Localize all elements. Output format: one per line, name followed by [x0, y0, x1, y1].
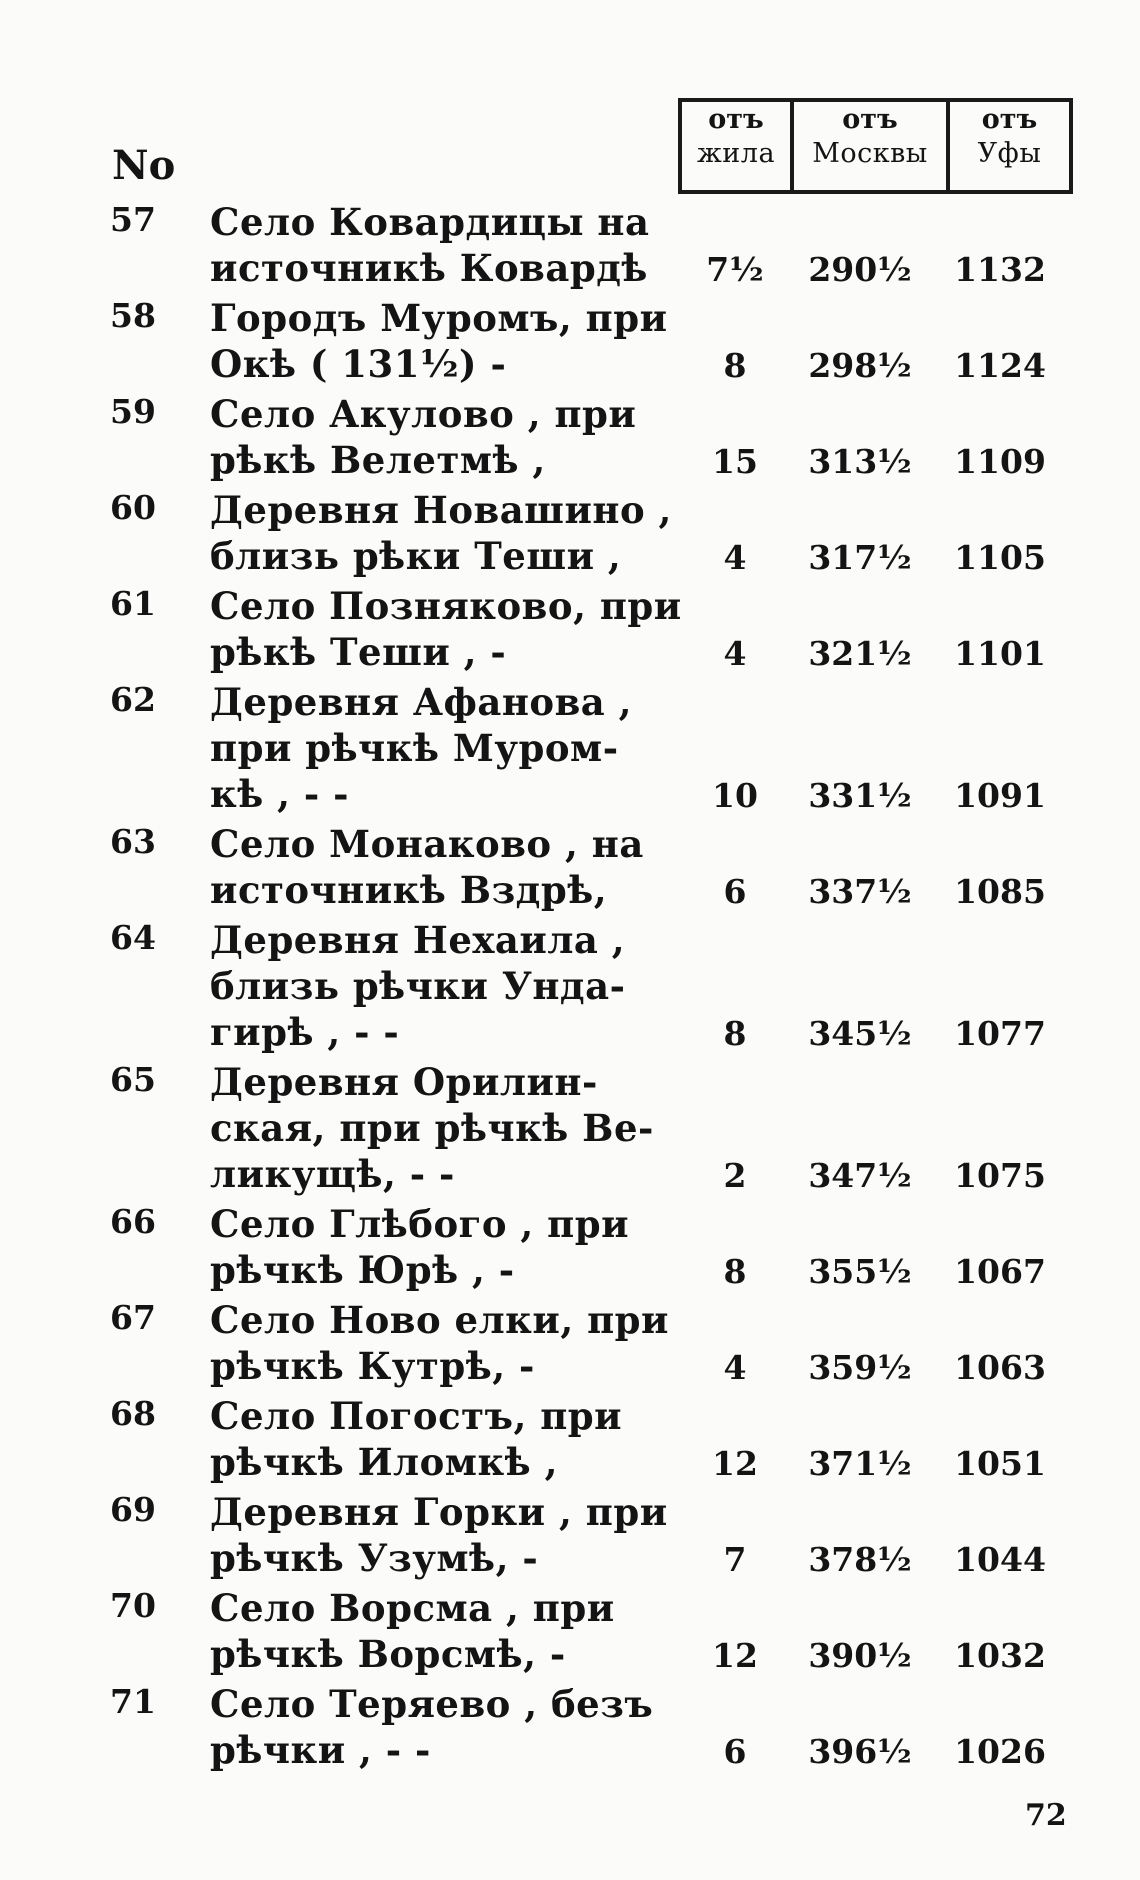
distance-from-previous: 8	[723, 1252, 747, 1291]
entry-number: 62	[110, 680, 156, 719]
header-from-ufa-bottom: Уфы	[977, 138, 1042, 170]
distance-from-moscow: 331½	[808, 776, 912, 815]
header-from-previous-bottom: жила	[696, 138, 776, 170]
header-from-ufa-top: отъ	[981, 104, 1038, 135]
place-description-line: Городъ Муромъ, при	[210, 296, 668, 340]
place-description-line: Село Монаково , на	[210, 822, 644, 866]
distance-from-ufa: 1051	[954, 1444, 1046, 1483]
distance-from-moscow: 345½	[808, 1014, 912, 1053]
distance-from-moscow: 317½	[808, 538, 912, 577]
entry-number: 63	[110, 822, 156, 861]
distance-from-moscow: 337½	[808, 872, 912, 911]
distance-from-previous: 7	[723, 1540, 747, 1579]
distance-from-moscow: 347½	[808, 1156, 912, 1195]
distance-from-previous: 10	[712, 776, 758, 815]
place-description-line: Село Ворсма , при	[210, 1586, 615, 1630]
distance-from-previous: 4	[723, 634, 747, 673]
distance-from-ufa: 1101	[954, 634, 1046, 673]
place-description-line: ская, при рѣчкѣ Ве-	[210, 1106, 654, 1150]
place-description-line: Село Ново елки, при	[210, 1298, 669, 1342]
distance-from-previous: 8	[723, 346, 747, 385]
place-description-line: Деревня Новашино ,	[210, 488, 672, 532]
distance-from-ufa: 1026	[954, 1732, 1046, 1771]
place-description-line: рѣчкѣ Кутрѣ, -	[210, 1344, 535, 1388]
place-description-line: кѣ , - -	[210, 772, 349, 816]
place-description-line: Село Позняково, при	[210, 584, 682, 628]
place-description-line: источникѣ Ковардѣ	[210, 246, 648, 290]
distance-from-moscow: 290½	[808, 250, 912, 289]
place-description-line: рѣчки , - -	[210, 1728, 431, 1772]
distance-from-ufa: 1075	[954, 1156, 1046, 1195]
distance-from-ufa: 1109	[954, 442, 1046, 481]
header-from-ufa	[950, 106, 1069, 169]
page-number: 72	[1025, 1798, 1067, 1833]
distance-from-moscow: 378½	[808, 1540, 912, 1579]
distance-from-ufa: 1091	[954, 776, 1046, 815]
table-row	[0, 1060, 1140, 1198]
table-row	[0, 392, 1140, 484]
distance-column-headers	[678, 98, 1073, 194]
entry-number: 59	[110, 392, 156, 431]
place-description-line: Деревня Горки , при	[210, 1490, 668, 1534]
header-from-previous	[682, 106, 790, 169]
entry-number: 58	[110, 296, 156, 335]
distance-from-ufa: 1063	[954, 1348, 1046, 1387]
header-from-moscow-top: отъ	[842, 104, 898, 135]
table-row	[0, 200, 1140, 292]
table-row	[0, 1490, 1140, 1582]
table-row	[0, 1202, 1140, 1294]
place-description-line: рѣкѣ Велетмѣ ,	[210, 438, 546, 482]
place-description-line: рѣчкѣ Узумѣ, -	[210, 1536, 539, 1580]
distance-from-ufa: 1077	[954, 1014, 1046, 1053]
place-description-line: рѣчкѣ Юрѣ , -	[210, 1248, 515, 1292]
table-row	[0, 488, 1140, 580]
place-description-line: Деревня Афанова ,	[210, 680, 633, 724]
distance-from-previous: 6	[723, 1732, 747, 1771]
entry-number: 71	[110, 1682, 156, 1721]
entry-number: 61	[110, 584, 156, 623]
distance-from-previous: 2	[723, 1156, 747, 1195]
entry-number: 70	[110, 1586, 156, 1625]
table-row	[0, 1298, 1140, 1390]
header-divider	[1069, 98, 1073, 194]
header-from-previous-top: отъ	[708, 104, 764, 135]
place-description-line: Село Глѣбого , при	[210, 1202, 630, 1246]
distance-from-ufa: 1067	[954, 1252, 1046, 1291]
distance-from-moscow: 371½	[808, 1444, 912, 1483]
place-description-line: Село Погостъ, при	[210, 1394, 623, 1438]
place-description-line: гирѣ , - -	[210, 1010, 400, 1054]
table-row	[0, 680, 1140, 818]
place-description-line: источникѣ Вздрѣ,	[210, 868, 608, 912]
place-description-line: Деревня Нехаила ,	[210, 918, 626, 962]
place-description-line: рѣкѣ Теши , -	[210, 630, 507, 674]
distance-from-moscow: 396½	[808, 1732, 912, 1771]
place-description-line: Окѣ ( 131½) -	[210, 342, 507, 386]
place-description-line: Деревня Орилин-	[210, 1060, 598, 1104]
number-column-header: No	[112, 142, 176, 189]
table-row	[0, 918, 1140, 1056]
table-row	[0, 296, 1140, 388]
place-description-line: Село Ковардицы на	[210, 200, 650, 244]
entry-number: 64	[110, 918, 156, 957]
entry-number: 65	[110, 1060, 156, 1099]
place-description-line: рѣчкѣ Ворсмѣ, -	[210, 1632, 566, 1676]
distance-from-previous: 7½	[706, 250, 764, 289]
table-row	[0, 1586, 1140, 1678]
distance-from-previous: 6	[723, 872, 747, 911]
table-row	[0, 1682, 1140, 1774]
place-description-line: близь рѣки Теши ,	[210, 534, 622, 578]
distance-from-previous: 12	[712, 1636, 758, 1675]
entry-number: 66	[110, 1202, 156, 1241]
place-description-line: рѣчкѣ Иломкѣ ,	[210, 1440, 558, 1484]
place-description-line: ликущѣ, - -	[210, 1152, 455, 1196]
entry-number: 69	[110, 1490, 156, 1529]
place-description-line: близь рѣчки Унда-	[210, 964, 626, 1008]
distance-from-ufa: 1132	[954, 250, 1046, 289]
distance-from-moscow: 355½	[808, 1252, 912, 1291]
entry-number: 57	[110, 200, 156, 239]
distance-from-previous: 12	[712, 1444, 758, 1483]
distance-from-ufa: 1085	[954, 872, 1046, 911]
table-row	[0, 584, 1140, 676]
place-description-line: Село Акулово , при	[210, 392, 637, 436]
distance-from-moscow: 298½	[808, 346, 912, 385]
header-from-moscow	[794, 106, 946, 169]
distance-from-ufa: 1124	[954, 346, 1046, 385]
entry-number: 67	[110, 1298, 156, 1337]
place-description-line: Село Теряево , безъ	[210, 1682, 654, 1726]
entry-number: 68	[110, 1394, 156, 1433]
distance-from-moscow: 321½	[808, 634, 912, 673]
distance-from-ufa: 1105	[954, 538, 1046, 577]
place-description-line: при рѣчкѣ Муром-	[210, 726, 619, 770]
header-bottom-rule	[678, 190, 1073, 194]
header-top-rule	[678, 98, 1073, 102]
distance-from-moscow: 390½	[808, 1636, 912, 1675]
distance-from-previous: 15	[712, 442, 758, 481]
table-row	[0, 1394, 1140, 1486]
distance-from-previous: 4	[723, 538, 747, 577]
distance-from-moscow: 313½	[808, 442, 912, 481]
header-from-moscow-bottom: Москвы	[812, 138, 928, 170]
table-row	[0, 822, 1140, 914]
distance-from-ufa: 1044	[954, 1540, 1046, 1579]
entry-number: 60	[110, 488, 156, 527]
distance-from-moscow: 359½	[808, 1348, 912, 1387]
distance-from-previous: 4	[723, 1348, 747, 1387]
distance-from-previous: 8	[723, 1014, 747, 1053]
distance-from-ufa: 1032	[954, 1636, 1046, 1675]
